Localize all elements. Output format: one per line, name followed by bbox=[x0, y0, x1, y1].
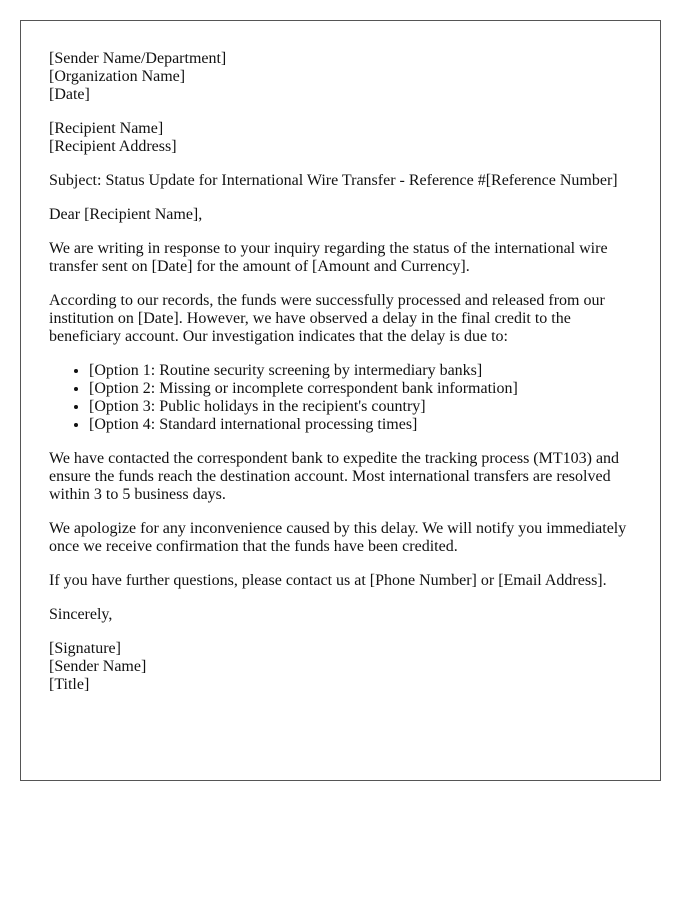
salutation: Dear [Recipient Name], bbox=[49, 206, 203, 223]
list-item: • [Option 1: Routine security screening by intermediary banks] bbox=[89, 362, 632, 380]
paragraph-inquiry: We are writing in response to your inquiry regarding the status of the international wire transfer sent on [Date] for the amount of [Amount and Currency]. bbox=[49, 240, 608, 275]
list-item: • [Option 3: Public holidays in the recipient's country] bbox=[89, 398, 632, 416]
signer-title: [Title] bbox=[49, 676, 90, 693]
list-item: • [Option 4: Standard international processing times] bbox=[89, 416, 632, 434]
recipient-address: [Recipient Address] bbox=[49, 138, 177, 155]
paragraph-records: According to our records, the funds were successfully processed and released from our institution on [Date]. However, we have observed a delay in the final credit to the beneficiary account. Our investigation indicates that the delay is due to: bbox=[49, 292, 605, 345]
sender-block bbox=[49, 50, 632, 104]
letter bbox=[20, 20, 661, 781]
letter-date: [Date] bbox=[49, 86, 90, 103]
signature-block bbox=[49, 640, 632, 694]
subject-line: Subject: Status Update for International Wire Transfer - Reference #[Reference Number] bbox=[49, 172, 618, 189]
signature: [Signature] bbox=[49, 640, 121, 657]
paragraph-actions: We have contacted the correspondent bank to expedite the tracking process (MT103) and ensure the funds reach the destination account. Most international transfers are resolved within 3 to 5 business days. bbox=[49, 450, 620, 503]
signer-name: [Sender Name] bbox=[49, 658, 147, 675]
paragraph-contact: If you have further questions, please contact us at [Phone Number] or [Email Address]. bbox=[49, 572, 607, 589]
closing: Sincerely, bbox=[49, 606, 113, 623]
recipient-name: [Recipient Name] bbox=[49, 120, 164, 137]
delay-reasons-list bbox=[49, 362, 632, 434]
organization-name: [Organization Name] bbox=[49, 68, 186, 85]
paragraph-apology: We apologize for any inconvenience caused by this delay. We will notify you immediately once we receive confirmation that the funds have been credited. bbox=[49, 520, 627, 555]
recipient-block bbox=[49, 120, 632, 156]
list-item: • [Option 2: Missing or incomplete correspondent bank information] bbox=[89, 380, 632, 398]
sender-name: [Sender Name/Department] bbox=[49, 50, 227, 67]
